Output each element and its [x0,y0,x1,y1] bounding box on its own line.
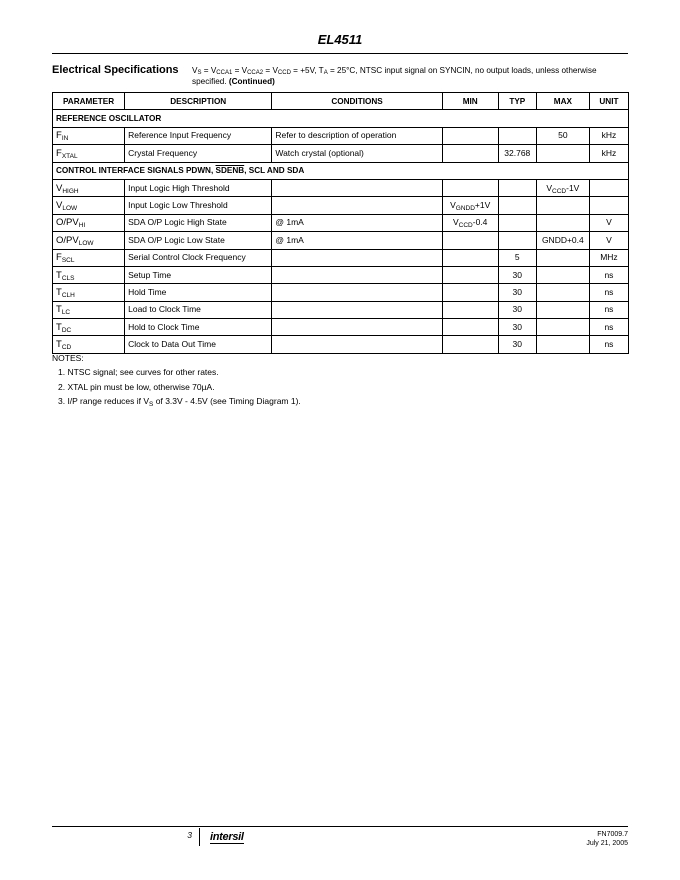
typ-cell: 5 [498,249,536,266]
unit-cell [589,197,628,214]
unit-cell: ns [589,284,628,301]
unit-cell: V [589,214,628,231]
typ-cell: 30 [498,301,536,318]
parameter-cell: $F_{IN}$ [53,127,125,144]
table-row [53,301,629,318]
max-cell: $V_{CCD}-1V$ [536,179,589,196]
conditions-cell [272,197,442,214]
header-unit: UNIT [589,93,628,110]
typ-cell [498,232,536,249]
parameter-cell: $V_{HIGH}$ [53,179,125,196]
conditions-cell [272,319,442,336]
typ-cell: 30 [498,336,536,353]
min-cell [442,301,498,318]
section-reference-oscillator: REFERENCE OSCILLATOR [53,110,629,127]
description-cell: Serial Control Clock Frequency [125,249,272,266]
parameter-cell: $F_{XTAL}$ [53,145,125,162]
max-cell [536,301,589,318]
section-row [53,110,629,127]
table-header-row [53,93,629,110]
spec-conditions: $V_S = V_{CCA1} = V_{CCA2} = V_{CCD} = +5V$, $T_A = 25^\circ C$, NTSC input signal on SYNCIN, no output loads, unless otherwise specified. (Continued) [192,66,597,86]
unit-cell: V [589,232,628,249]
header-description: DESCRIPTION [125,93,272,110]
conditions-cell [272,249,442,266]
max-cell [536,145,589,162]
typ-cell: 32.768 [498,145,536,162]
table-row [53,232,629,249]
section-control-interface: CONTROL INTERFACE SIGNALS PDWN, SDENB, SCL AND SDA [53,162,629,179]
table-row [53,145,629,162]
typ-cell [498,179,536,196]
parameter-cell: $T_{CLS}$ [53,266,125,283]
note-1: 1. NTSC signal; see curves for other rates. [58,367,219,377]
min-cell [442,179,498,196]
table-row [53,197,629,214]
table-row [53,127,629,144]
max-cell [536,197,589,214]
unit-cell: ns [589,319,628,336]
description-cell: SDA O/P Logic High State [125,214,272,231]
min-cell: $V_{CCD}-0.4$ [442,214,498,231]
description-cell: Reference Input Frequency [125,127,272,144]
conditions-cell [272,266,442,283]
intersil-logo: intersil [210,831,244,843]
unit-cell: ns [589,266,628,283]
max-cell: GNDD+0.4 [536,232,589,249]
footer-divider [199,828,200,846]
table-row [53,284,629,301]
typ-cell [498,127,536,144]
notes-title: NOTES: [52,353,84,363]
conditions-cell: Watch crystal (optional) [272,145,442,162]
description-cell: Hold to Clock Time [125,319,272,336]
section-row [53,162,629,179]
min-cell [442,336,498,353]
document-title: EL4511 [317,32,363,47]
footer-rule [52,826,628,827]
unit-cell: kHz [589,127,628,144]
document-number: FN7009.7 [597,831,628,838]
min-cell [442,232,498,249]
parameter-cell: $O/PV_{HI}$ [53,214,125,231]
parameter-cell: $T_{LC}$ [53,301,125,318]
max-cell: 50 [536,127,589,144]
header-rule [52,53,628,54]
description-cell: Crystal Frequency [125,145,272,162]
min-cell [442,284,498,301]
table-row [53,336,629,353]
table-row [53,266,629,283]
conditions-cell [272,301,442,318]
max-cell [536,214,589,231]
table-row [53,179,629,196]
conditions-cell [272,179,442,196]
header-min: MIN [442,93,498,110]
description-cell: Clock to Data Out Time [125,336,272,353]
conditions-cell: @ 1mA [272,232,442,249]
conditions-cell [272,284,442,301]
description-cell: SDA O/P Logic Low State [125,232,272,249]
description-cell: Setup Time [125,266,272,283]
min-cell [442,127,498,144]
spec-table [52,92,629,354]
conditions-cell: @ 1mA [272,214,442,231]
header-max: MAX [536,93,589,110]
max-cell [536,249,589,266]
header-parameter: PARAMETER [53,93,125,110]
typ-cell [498,214,536,231]
min-cell [442,319,498,336]
conditions-cell [272,336,442,353]
description-cell: Load to Clock Time [125,301,272,318]
typ-cell: 30 [498,266,536,283]
parameter-cell: $T_{DC}$ [53,319,125,336]
unit-cell: ns [589,301,628,318]
parameter-cell: $T_{CLH}$ [53,284,125,301]
unit-cell: ns [589,336,628,353]
unit-cell: kHz [589,145,628,162]
conditions-cell: Refer to description of operation [272,127,442,144]
parameter-cell: $T_{CD}$ [53,336,125,353]
typ-cell [498,197,536,214]
min-cell [442,249,498,266]
note-2: 2. XTAL pin must be low, otherwise 70µA. [58,382,215,392]
typ-cell: 30 [498,284,536,301]
max-cell [536,336,589,353]
spec-heading: Electrical Specifications [52,64,179,76]
table-row [53,249,629,266]
page-number: 3 [187,830,192,840]
table-row [53,214,629,231]
min-cell: $V_{GNDD}+1V$ [442,197,498,214]
parameter-cell: $V_{LOW}$ [53,197,125,214]
table-row [53,319,629,336]
note-3: 3. I/P range reduces if $V_S$ of 3.3V - 4.5V (see Timing Diagram 1). [58,396,301,408]
max-cell [536,319,589,336]
parameter-cell: $O/PV_{LOW}$ [53,232,125,249]
typ-cell: 30 [498,319,536,336]
description-cell: Input Logic Low Threshold [125,197,272,214]
description-cell: Input Logic High Threshold [125,179,272,196]
unit-cell [589,179,628,196]
max-cell [536,266,589,283]
min-cell [442,145,498,162]
min-cell [442,266,498,283]
header-typ: TYP [498,93,536,110]
parameter-cell: $F_{SCL}$ [53,249,125,266]
header-conditions: CONDITIONS [272,93,442,110]
unit-cell: MHz [589,249,628,266]
description-cell: Hold Time [125,284,272,301]
max-cell [536,284,589,301]
document-date: July 21, 2005 [586,840,628,847]
